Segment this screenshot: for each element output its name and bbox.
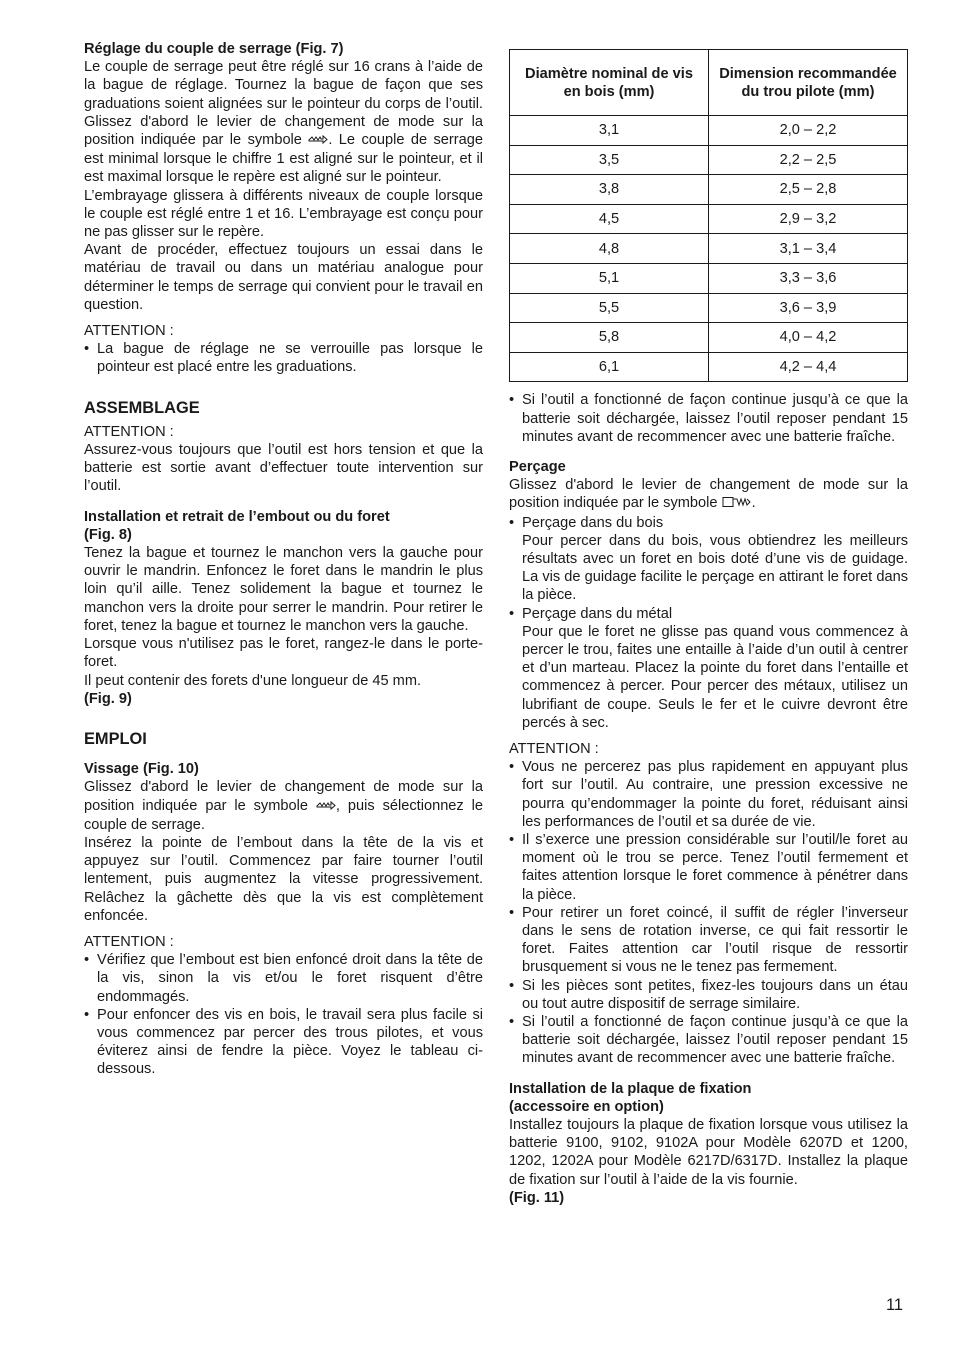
paragraph: Lorsque vous n'utilisez pas le foret, rangez-le dans le porte-foret.	[84, 636, 483, 671]
list-item: • Si l’outil a fonctionné de façon continue jusqu’à ce que la batterie soit déchargée, laissez l’outil reposer pendant 15 minutes avant de recommencer avec une batterie fraîche.	[509, 391, 908, 446]
attention-label: ATTENTION :	[84, 323, 174, 340]
drill-mode-icon	[722, 495, 752, 513]
table-cell: 3,1 – 3,4	[709, 234, 908, 264]
table-cell: 4,8	[510, 234, 709, 264]
table-cell: 4,0 – 4,2	[709, 323, 908, 353]
list-item: • Vous ne percerez pas plus rapidement en appuyant plus fort sur l’outil. Au contraire, une pression excessive ne pourra qu’endommager la pointe du foret, réduisant ainsi les performances de l’outil et sa durée de vie.	[509, 758, 908, 831]
table-header-row	[510, 50, 908, 116]
pilot-hole-table	[509, 49, 908, 382]
paragraph: Il peut contenir des forets d'une longueur de 45 mm.	[84, 672, 422, 689]
table-cell: 2,2 – 2,5	[709, 145, 908, 175]
paragraph: Glissez d'abord le levier de changement de mode sur la position indiquée par le symbole .	[509, 476, 908, 513]
table-row	[510, 293, 908, 323]
table-cell: 2,9 – 3,2	[709, 204, 908, 234]
table-cell: 5,1	[510, 263, 709, 293]
table-row	[510, 263, 908, 293]
list-item: • Perçage dans du métal Pour que le foret ne glisse pas quand vous commencez à percer le trou, faites une entaille à l’aide d’un outil à centrer et d’un marteau. Placez la pointe du foret dans l’entaille et commencez à percer. Pour percer des métaux, utilisez un lubrifiant de coupe. Seuls le fer et le cuivre devront être percés à sec.	[509, 605, 908, 732]
figure-reference: (Fig. 9)	[84, 690, 132, 707]
table-cell: 3,5	[510, 145, 709, 175]
paragraph: Avant de procéder, effectuez toujours un essai dans le matériau de travail ou dans un matériau analogue pour déterminer le temps de serrage qui convient pour le travail en question.	[84, 242, 483, 313]
table-cell: 5,8	[510, 323, 709, 353]
list-item: • Si les pièces sont petites, fixez-les toujours dans un étau ou tout autre dispositif de serrage similaire.	[509, 977, 908, 1013]
list-item: • Pour enfoncer des vis en bois, le travail sera plus facile si vous commencez par percer des trous pilotes, et vous éviterez ainsi de fendre la pièce. Voyez le tableau ci-dessous.	[84, 1006, 483, 1079]
paragraph: Installez toujours la plaque de fixation lorsque vous utilisez la batterie 9100, 9102, 9102A pour Modèle 6207D et 1200, 1202, 1202A pour Modèle 6217D/6317D. Installez la plaque de fixation sur l’outil à l’aide de la vis fournie.	[509, 1117, 908, 1188]
paragraph: Le couple de serrage peut être réglé sur 16 crans à l’aide de la bague de réglage. Tournez la bague de façon que ses graduations soient alignées sur le pointeur du corps de l’outil. Glissez d'abord le levier de changement de mode sur la position indiquée par le symbole . Le couple de serrage est minimal lorsque le chiffre 1 est aligné sur le pointeur, et il est maximal lorsque le repère est aligné sur le pointeur.	[84, 59, 483, 186]
page-number: 11	[886, 1296, 904, 1314]
bullet-list	[84, 340, 483, 376]
list-item: • Il s’exerce une pression considérable sur l’outil/le foret au moment où le trou se perce. Tenez l’outil fermement et faites attention lorsque le foret commence à pénétrer dans la pièce.	[509, 831, 908, 904]
table-cell: 4,2 – 4,4	[709, 352, 908, 382]
section-title-percage: Perçage	[509, 458, 566, 475]
section-title-plaque: Installation de la plaque de fixation (accessoire en option)	[509, 1080, 752, 1115]
table-cell: 5,5	[510, 293, 709, 323]
screw-mode-icon	[316, 798, 336, 816]
paragraph: Assurez-vous toujours que l’outil est hors tension et que la batterie est sortie avant d’effectuer toute intervention sur l’outil.	[84, 442, 483, 495]
table-row	[510, 145, 908, 175]
table-cell: 3,1	[510, 116, 709, 146]
table-row	[510, 175, 908, 205]
bullet-list	[509, 514, 908, 732]
table-row	[510, 204, 908, 234]
paragraph: Insérez la pointe de l’embout dans la tête de la vis et appuyez sur l’outil. Commencez par faire tourner l’outil lentement, puis augmentez la vitesse progressivement. Relâchez la gâchette dès que la vis est complètement enfoncée.	[84, 834, 483, 924]
heading-assemblage: ASSEMBLAGE	[84, 398, 200, 417]
list-item: • Perçage dans du bois Pour percer dans du bois, vous obtiendrez les meilleurs résultats avec un foret en bois doté d’une vis de guidage. La vis de guidage facilite le perçage en attirant le foret dans la pièce.	[509, 514, 908, 605]
paragraph: L’embrayage glissera à différents niveaux de couple lorsque le couple est réglé entre 1 et 16. L’embrayage est conçu pour ne pas glisser sur le repère.	[84, 187, 483, 241]
bullet-list	[509, 391, 908, 446]
attention-label: ATTENTION :	[84, 933, 174, 950]
table-cell: 2,5 – 2,8	[709, 175, 908, 205]
table-row	[510, 323, 908, 353]
paragraph: Tenez la bague et tournez le manchon vers la gauche pour ouvrir le mandrin. Enfoncez le foret dans le mandrin le plus loin qu’il aille. Tenez solidement la bague et tournez le manchon vers la droite pour serrer le mandrin. Pour retirer le foret, tenez la bague et tournez le manchon vers la gauche.	[84, 545, 483, 634]
list-item: • Pour retirer un foret coincé, il suffit de régler l’inverseur dans le sens de rotation inverse, ce qui fait ressortir le foret. Faites attention car l’outil risque de ressortir brusquement si vous ne le tenez pas fermement.	[509, 904, 908, 977]
table-cell: 3,6 – 3,9	[709, 293, 908, 323]
screw-mode-icon	[308, 132, 328, 150]
section-title-torque: Réglage du couple de serrage (Fig. 7)	[84, 41, 344, 57]
heading-emploi: EMPLOI	[84, 729, 147, 748]
list-item: • La bague de réglage ne se verrouille pas lorsque le pointeur est placé entre les graduations.	[84, 340, 483, 376]
table-header-cell: Diamètre nominal de vis en bois (mm)	[510, 50, 709, 116]
table-header-cell: Dimension recommandée du trou pilote (mm)	[709, 50, 908, 116]
table-cell: 2,0 – 2,2	[709, 116, 908, 146]
attention-label: ATTENTION :	[509, 741, 599, 757]
right-column	[509, 40, 908, 1207]
section-title-vissage: Vissage (Fig. 10)	[84, 761, 199, 778]
paragraph: Glissez d'abord le levier de changement de mode sur la position indiquée par le symbole , puis sélectionnez le couple de serrage.	[84, 779, 484, 833]
table-row	[510, 234, 908, 264]
table-cell: 6,1	[510, 352, 709, 382]
table-row	[510, 116, 908, 146]
section-title-install-bit: Installation et retrait de l’embout ou du foret (Fig. 8)	[84, 508, 390, 543]
bullet-list	[509, 758, 908, 1067]
table-cell: 3,8	[510, 175, 709, 205]
bullet-list	[84, 951, 483, 1078]
table-cell: 3,3 – 3,6	[709, 263, 908, 293]
list-item: • Si l’outil a fonctionné de façon continue jusqu’à ce que la batterie soit déchargée, laissez l’outil reposer pendant 15 minutes avant de recommencer avec une batterie fraîche.	[509, 1013, 908, 1068]
list-item: • Vérifiez que l’embout est bien enfoncé droit dans la tête de la vis, sinon la vis et/ou le foret risquent d’être endommagés.	[84, 951, 483, 1006]
table-cell: 4,5	[510, 204, 709, 234]
figure-reference: (Fig. 11)	[509, 1189, 565, 1206]
table-row	[510, 352, 908, 382]
attention-label: ATTENTION :	[84, 423, 174, 440]
left-column	[84, 40, 483, 1079]
